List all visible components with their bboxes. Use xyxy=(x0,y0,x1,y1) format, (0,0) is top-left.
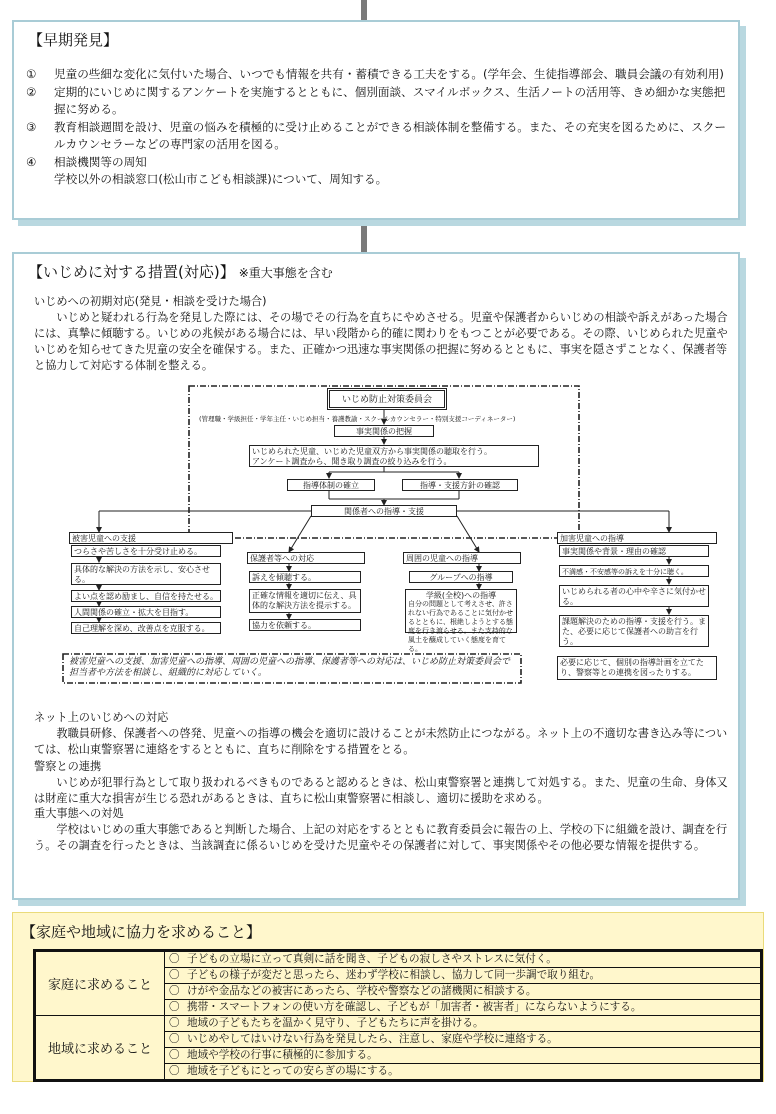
list-item: 〇 地域を子どもにとっての安らぎの場にする。 xyxy=(169,1065,399,1077)
initial-response-heading: いじめへの初期対応(発見・相談を受けた場合) xyxy=(34,295,267,308)
guardian-item: 訴えを傾聴する。 xyxy=(249,571,361,583)
police-body: いじめが犯罪行為として取り扱われるべきものであると認めるときは、松山東警察署と連携して対処する。また、児童の生命、身体又は財産に重大な損害が生じる恐れがあるときは、直ちに松山東警察署に相談し、適切に援助を求める。 xyxy=(34,776,728,805)
initial-response-body: いじめと疑われる行為を発見した際には、その場でその行為を直ちにやめさせる。児童や保護者からいじめの相談や訴えがあった場合には、真摯に傾聴する。いじめの兆候がある場合には、早い段階から的確に関わりをもつことが必要である。その際、いじめられた児童やいじめを知らせてきた児童の安全を確保する。また、正確かつ迅速な事実関係の把握に努めるとともに、事実を隠さずことなく、保護者等と協力して対応する体制を整える。 xyxy=(34,311,728,372)
response-flowchart xyxy=(59,384,723,686)
initial-response-section xyxy=(34,294,734,374)
police-heading: 警察との連携 xyxy=(34,760,102,773)
flowchart-summary: 被害児童への支援、加害児童への指導、周囲の児童への指導、保護者等への対応は、いじめ防止対策委員会で担当者や方法を相談し、組織的に対応していく。 xyxy=(69,657,511,678)
list-item: ④ 相談機関等の周知 xyxy=(26,155,147,169)
family-items xyxy=(165,951,762,1016)
home-community-title: 【家庭や地域に協力を求めること】 xyxy=(21,923,262,941)
victim-header: 被害児童への支援 xyxy=(69,532,233,544)
individual-plan-box: 必要に応じて、個別の指導計画を立てたり、警察等との連携を図ったりする。 xyxy=(557,656,717,680)
peers-header: 周囲の児童への指導 xyxy=(403,552,521,564)
serious-case-heading: 重大事態への対処 xyxy=(34,807,124,820)
guidance-box: 関係者への指導・支援 xyxy=(311,505,457,517)
community-items xyxy=(165,1016,762,1081)
table-row xyxy=(35,951,762,1016)
guardian-item: 協力を依頼する。 xyxy=(249,619,361,631)
aggressor-item: 課題解決のための指導・支援を行う。また、必要に応じて保護者への助言を行う。 xyxy=(559,615,709,647)
list-item: 〇 携帯・スマートフォンの使い方を確認し、子どもが「加害者・被害者」にならないようにする。 xyxy=(169,1001,642,1013)
list-item: ② 定期的にいじめに関するアンケートを実施するとともに、個別面談、スマイルボックス、生活ノートの活用等、きめ細かな実態把握に努める。 xyxy=(26,85,726,116)
victim-item: よい点を認め励まし、自信を持たせる。 xyxy=(71,590,221,602)
hearing-box: いじめられた児童、いじめた児童双方から事実関係の聴取を行う。 アンケート調査から、聞き取り調査の絞り込みを行う。 xyxy=(249,445,539,467)
victim-item: 自己理解を深め、改善点を克服する。 xyxy=(71,622,221,634)
table-row xyxy=(35,1016,762,1081)
net-response-body: 教職員研修、保護者への啓発、児童への指導の機会を適切に設けることが未然防止につながる。ネット上の不適切な書き込み等については、松山東警察署に連絡をするとともに、直ちに削除をする措置をとる。 xyxy=(34,727,728,756)
guardian-item: 正確な情報を適切に伝え、具体的な解決方法を提示する。 xyxy=(249,589,361,613)
measures-panel xyxy=(12,252,740,900)
measures-note: ※重大事態を含む xyxy=(238,266,333,280)
aggressor-header: 加害児童への指導 xyxy=(557,532,717,544)
victim-item: つらさや苦しさを十分受け止める。 xyxy=(71,545,221,557)
system-box: 指導体制の確立 xyxy=(287,479,375,491)
guardian-header: 保護者等への対応 xyxy=(247,552,365,564)
list-item: 〇 子どもの立場に立って真剣に話を聞き、子どもの寂しさやストレスに気付く。 xyxy=(165,952,760,968)
committee-members: (管理職・学級担任・学年主任・いじめ担当・養護教諭・スクールカウンセラー・特別支援コーディネーター) xyxy=(199,415,516,423)
early-detection-panel xyxy=(12,20,740,220)
committee-box: いじめ防止対策委員会 xyxy=(327,388,447,410)
list-item: 〇 地域や学校の行事に積極的に参加する。 xyxy=(165,1048,760,1064)
list-item: 〇 けがや金品などの被害にあったら、学校や警察などの諸機関に相談する。 xyxy=(165,984,760,1000)
fact-finding-box: 事実関係の把握 xyxy=(334,425,434,437)
aggressor-item: いじめられる者の心中や辛さに気付かせる。 xyxy=(559,585,709,607)
peers-item: グループへの指導 xyxy=(409,571,513,583)
serious-case-body: 学校はいじめの重大事態であると判断した場合、上記の対応をするとともに教育委員会に報告の上、学校の下に組織を設け、調査を行う。その調査を行ったときは、当該調査に係るいじめを受けた児童やその保護者に対して、事実関係やその他必要な情報を提供する。 xyxy=(34,823,728,852)
victim-item: 具体的な解決の方法を示し、安心させる。 xyxy=(71,563,221,585)
net-response-heading: ネット上のいじめへの対応 xyxy=(34,711,169,724)
community-label: 地域に求めること xyxy=(35,1016,165,1081)
list-item: 学校以外の相談窓口(松山市こども相談課)について、周知する。 xyxy=(54,172,388,186)
early-detection-list xyxy=(26,66,734,189)
middle-connector xyxy=(361,218,367,256)
list-item: 〇 地域の子どもたちを温かく見守り、子どもたちに声を掛ける。 xyxy=(165,1016,760,1032)
early-detection-title: 【早期発見】 xyxy=(28,31,119,49)
serious-case-section xyxy=(34,806,734,854)
measures-title: 【いじめに対する措置(対応)】 ※重大事態を含む xyxy=(28,263,333,281)
peers-item: 学級(全校)への指導 自分の問題として考えさせ、許されない行為であることに気付かせるとともに、根絶しようとする態度を行き渡らせる。また支持的な風土を醸成していく態度を育てる。 xyxy=(405,589,517,633)
requests-table xyxy=(33,949,763,1082)
family-label: 家庭に求めること xyxy=(35,951,165,1016)
policy-box: 指導・支援方針の確認 xyxy=(402,479,518,491)
home-community-panel xyxy=(12,912,764,1082)
aggressor-item: 不満感・不安感等の訴えを十分に聴く。 xyxy=(559,565,709,577)
police-section xyxy=(34,759,734,807)
list-item: 〇 いじめやしてはいけない行為を発見したら、注意し、家庭や学校に連絡する。 xyxy=(165,1032,760,1048)
top-connector xyxy=(361,0,367,22)
net-response-section xyxy=(34,710,734,758)
aggressor-item: 事実関係や背景・理由の確認 xyxy=(559,545,709,557)
list-item: ③ 教育相談週間を設け、児童の悩みを積極的に受け止めることができる相談体制を整備する。また、その充実を図るために、スクールカウンセラーなどの専門家の活用を図る。 xyxy=(26,120,726,151)
list-item: ① 児童の些細な変化に気付いた場合、いつでも情報を共有・蓄積できる工夫をする。(学年会、生徒指導部会、職員会議の有効利用) xyxy=(26,67,724,81)
victim-item: 人間関係の確立・拡大を目指す。 xyxy=(71,606,221,618)
list-item: 〇 子どもの様子が変だと思ったら、迷わず学校に相談し、協力して同一歩調で取り組む。 xyxy=(165,968,760,984)
